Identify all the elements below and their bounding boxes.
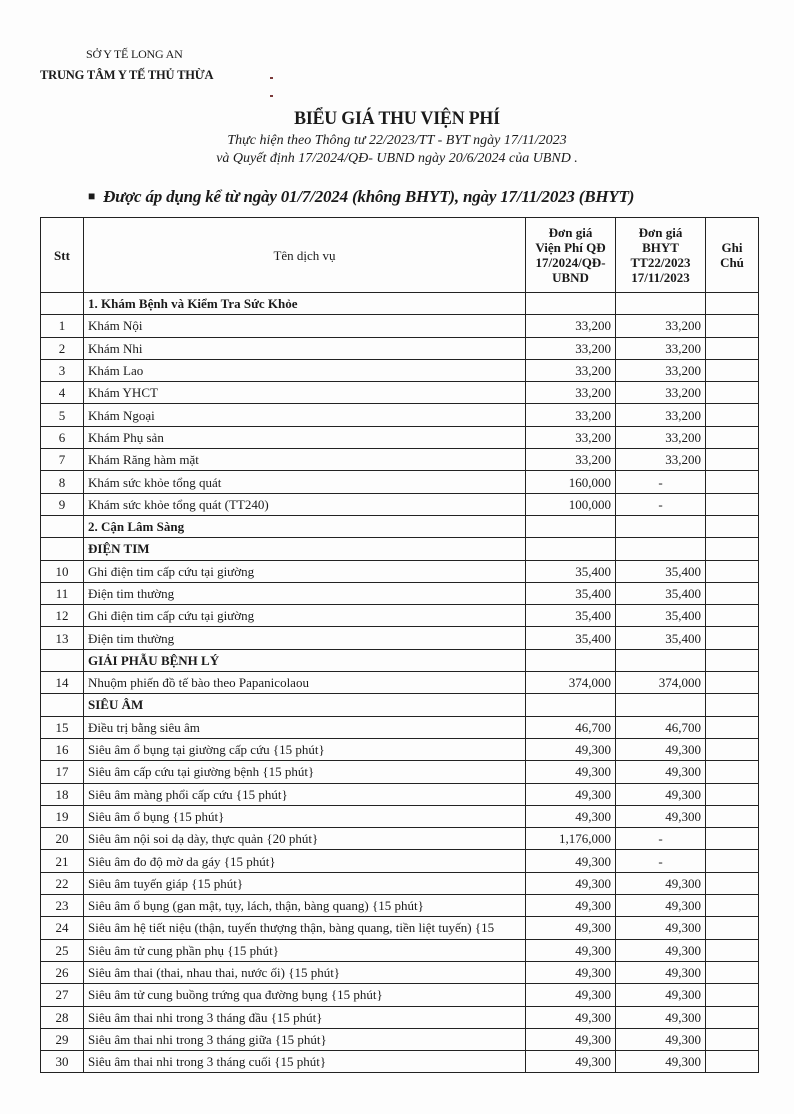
- row-price-fee: [526, 293, 616, 315]
- table-row: [41, 1028, 759, 1050]
- row-note: [706, 850, 759, 872]
- row-price-bhyt: 49,300: [616, 738, 706, 760]
- row-stt: 4: [41, 382, 84, 404]
- row-service-name: Khám sức khỏe tổng quát: [84, 471, 526, 493]
- row-service-name: Siêu âm tử cung phần phụ {15 phút}: [84, 939, 526, 961]
- row-service-name: 2. Cận Lâm Sàng: [84, 515, 526, 537]
- organization-name: TRUNG TÂM Y TẾ THỦ THỪA: [40, 68, 214, 82]
- row-stt: 12: [41, 605, 84, 627]
- col-header-note: [706, 218, 759, 293]
- row-price-bhyt: 35,400: [616, 582, 706, 604]
- row-price-fee: 160,000: [526, 471, 616, 493]
- row-note: [706, 493, 759, 515]
- table-row: [41, 605, 759, 627]
- apply-note-text: Được áp dụng kể từ ngày 01/7/2024 (không BHYT), ngày 17/11/2023 (BHYT): [103, 187, 635, 206]
- row-note: [706, 694, 759, 716]
- row-service-name: Siêu âm cấp cứu tại giường bệnh {15 phút}: [84, 761, 526, 783]
- table-row: [41, 1051, 759, 1073]
- row-stt: 1: [41, 315, 84, 337]
- row-stt: 22: [41, 872, 84, 894]
- row-stt: [41, 649, 84, 671]
- row-price-bhyt: 49,300: [616, 984, 706, 1006]
- row-stt: 30: [41, 1051, 84, 1073]
- row-price-fee: 100,000: [526, 493, 616, 515]
- row-stt: 16: [41, 738, 84, 760]
- row-stt: 17: [41, 761, 84, 783]
- row-note: [706, 672, 759, 694]
- table-row: [41, 961, 759, 983]
- row-stt: 20: [41, 828, 84, 850]
- table-row: [41, 872, 759, 894]
- col-header-price-fee: [526, 218, 616, 293]
- table-row: [41, 471, 759, 493]
- fee-table: [40, 217, 759, 1073]
- row-price-fee: 33,200: [526, 426, 616, 448]
- row-note: [706, 426, 759, 448]
- row-stt: 25: [41, 939, 84, 961]
- table-row: [41, 761, 759, 783]
- row-service-name: Siêu âm thai (thai, nhau thai, nước ối) {15 phút}: [84, 961, 526, 983]
- row-service-name: Điện tim thường: [84, 627, 526, 649]
- row-price-bhyt: 49,300: [616, 1006, 706, 1028]
- department-name: SỞ Y TẾ LONG AN: [86, 47, 183, 61]
- row-price-fee: 35,400: [526, 560, 616, 582]
- table-row: [41, 917, 759, 939]
- row-price-bhyt: -: [616, 493, 706, 515]
- row-note: [706, 1051, 759, 1073]
- row-stt: 5: [41, 404, 84, 426]
- row-service-name: ĐIỆN TIM: [84, 538, 526, 560]
- col-header-price-bhyt-line: Đơn giá: [638, 225, 683, 240]
- table-row: [41, 828, 759, 850]
- row-note: [706, 449, 759, 471]
- subheading-row: [41, 649, 759, 671]
- row-price-fee: 49,300: [526, 738, 616, 760]
- table-header-row: [41, 218, 759, 293]
- table-row: [41, 984, 759, 1006]
- row-price-fee: 49,300: [526, 1028, 616, 1050]
- row-stt: [41, 694, 84, 716]
- row-stt: 18: [41, 783, 84, 805]
- row-note: [706, 293, 759, 315]
- table-row: [41, 315, 759, 337]
- row-note: [706, 738, 759, 760]
- row-stt: 14: [41, 672, 84, 694]
- row-price-bhyt: 49,300: [616, 961, 706, 983]
- row-service-name: Siêu âm ổ bụng tại giường cấp cứu {15 phút}: [84, 738, 526, 760]
- row-price-fee: 33,200: [526, 382, 616, 404]
- row-service-name: GIẢI PHẪU BỆNH LÝ: [84, 649, 526, 671]
- row-stt: 2: [41, 337, 84, 359]
- row-price-fee: 35,400: [526, 605, 616, 627]
- row-price-bhyt: 33,200: [616, 359, 706, 381]
- row-stt: 26: [41, 961, 84, 983]
- row-stt: 21: [41, 850, 84, 872]
- row-service-name: Siêu âm nội soi dạ dày, thực quản {20 phút}: [84, 828, 526, 850]
- row-price-bhyt: 374,000: [616, 672, 706, 694]
- row-price-bhyt: -: [616, 850, 706, 872]
- row-stt: [41, 293, 84, 315]
- table-row: [41, 359, 759, 381]
- row-price-fee: 49,300: [526, 917, 616, 939]
- row-price-fee: 35,400: [526, 582, 616, 604]
- row-note: [706, 605, 759, 627]
- row-service-name: Siêu âm màng phổi cấp cứu {15 phút}: [84, 783, 526, 805]
- row-stt: 27: [41, 984, 84, 1006]
- table-row: [41, 560, 759, 582]
- row-price-bhyt: -: [616, 828, 706, 850]
- row-service-name: 1. Khám Bệnh và Kiểm Tra Sức Khỏe: [84, 293, 526, 315]
- row-price-bhyt: 35,400: [616, 560, 706, 582]
- row-note: [706, 382, 759, 404]
- row-service-name: Khám Răng hàm mặt: [84, 449, 526, 471]
- row-note: [706, 560, 759, 582]
- row-note: [706, 783, 759, 805]
- row-stt: 23: [41, 895, 84, 917]
- document-title: BIỂU GIÁ THU VIỆN PHÍ: [294, 108, 500, 129]
- row-note: [706, 917, 759, 939]
- row-service-name: Nhuộm phiến đồ tế bào theo Papanicolaou: [84, 672, 526, 694]
- row-note: [706, 471, 759, 493]
- row-service-name: Siêu âm thai nhi trong 3 tháng cuối {15 phút}: [84, 1051, 526, 1073]
- col-header-price-bhyt: [616, 218, 706, 293]
- row-price-fee: 35,400: [526, 627, 616, 649]
- row-price-fee: 49,300: [526, 783, 616, 805]
- row-price-bhyt: 46,700: [616, 716, 706, 738]
- row-price-fee: 49,300: [526, 850, 616, 872]
- row-service-name: Siêu âm thai nhi trong 3 tháng đầu {15 phút}: [84, 1006, 526, 1028]
- table-row: [41, 582, 759, 604]
- row-price-fee: 33,200: [526, 315, 616, 337]
- col-header-note-line: Ghi: [721, 240, 743, 255]
- row-stt: 10: [41, 560, 84, 582]
- row-price-bhyt: [616, 515, 706, 537]
- row-price-bhyt: 33,200: [616, 382, 706, 404]
- table-row: [41, 783, 759, 805]
- row-stt: 24: [41, 917, 84, 939]
- table-row: [41, 382, 759, 404]
- table-row: [41, 895, 759, 917]
- row-service-name: Siêu âm tuyến giáp {15 phút}: [84, 872, 526, 894]
- row-price-fee: 33,200: [526, 404, 616, 426]
- row-service-name: Khám YHCT: [84, 382, 526, 404]
- row-price-fee: 33,200: [526, 359, 616, 381]
- row-price-fee: 49,300: [526, 1051, 616, 1073]
- row-price-fee: 1,176,000: [526, 828, 616, 850]
- table-row: [41, 493, 759, 515]
- row-price-bhyt: 33,200: [616, 426, 706, 448]
- row-service-name: SIÊU ÂM: [84, 694, 526, 716]
- row-price-bhyt: [616, 694, 706, 716]
- col-header-price-fee-line: 17/2024/QĐ-: [535, 255, 606, 270]
- row-service-name: Khám Ngoại: [84, 404, 526, 426]
- table-row: [41, 672, 759, 694]
- row-note: [706, 828, 759, 850]
- row-service-name: Khám Lao: [84, 359, 526, 381]
- col-header-price-fee-line: Viện Phí QĐ: [535, 240, 606, 255]
- row-stt: 15: [41, 716, 84, 738]
- row-price-bhyt: 49,300: [616, 872, 706, 894]
- table-row: [41, 805, 759, 827]
- row-service-name: Ghi điện tim cấp cứu tại giường: [84, 605, 526, 627]
- row-note: [706, 716, 759, 738]
- row-stt: [41, 515, 84, 537]
- col-header-price-fee-line: Đơn giá: [548, 225, 593, 240]
- row-price-bhyt: 49,300: [616, 805, 706, 827]
- row-note: [706, 895, 759, 917]
- row-price-bhyt: 49,300: [616, 1051, 706, 1073]
- row-stt: 9: [41, 493, 84, 515]
- row-stt: 13: [41, 627, 84, 649]
- document-subtitle-2: và Quyết định 17/2024/QĐ- UBND ngày 20/6/2024 của UBND .: [216, 151, 578, 166]
- col-header-service: Tên dịch vụ: [84, 218, 526, 293]
- row-stt: 6: [41, 426, 84, 448]
- row-price-fee: 33,200: [526, 337, 616, 359]
- row-service-name: Siêu âm hệ tiết niệu (thận, tuyến thượng thận, bàng quang, tiền liệt tuyến) {15: [84, 917, 526, 939]
- row-service-name: Siêu âm đo độ mờ da gáy {15 phút}: [84, 850, 526, 872]
- row-note: [706, 1006, 759, 1028]
- table-row: [41, 426, 759, 448]
- fee-table-body: [41, 293, 759, 1073]
- table-row: [41, 337, 759, 359]
- row-price-bhyt: 49,300: [616, 939, 706, 961]
- row-note: [706, 404, 759, 426]
- section-row: [41, 293, 759, 315]
- row-stt: [41, 538, 84, 560]
- subheading-row: [41, 538, 759, 560]
- row-stt: 8: [41, 471, 84, 493]
- row-price-fee: 49,300: [526, 872, 616, 894]
- row-price-bhyt: 33,200: [616, 449, 706, 471]
- col-header-stt: Stt: [41, 218, 84, 293]
- row-price-fee: 49,300: [526, 961, 616, 983]
- row-stt: 7: [41, 449, 84, 471]
- row-service-name: Khám Nội: [84, 315, 526, 337]
- table-row: [41, 404, 759, 426]
- square-bullet-icon: ■: [88, 189, 96, 203]
- col-header-price-bhyt-line: TT22/2023: [630, 255, 691, 270]
- row-note: [706, 939, 759, 961]
- row-note: [706, 337, 759, 359]
- row-price-bhyt: 35,400: [616, 605, 706, 627]
- row-service-name: Ghi điện tim cấp cứu tại giường: [84, 560, 526, 582]
- row-service-name: Siêu âm tử cung buồng trứng qua đường bụng {15 phút}: [84, 984, 526, 1006]
- row-price-fee: [526, 649, 616, 671]
- row-stt: 29: [41, 1028, 84, 1050]
- row-note: [706, 805, 759, 827]
- ink-mark: [270, 66, 282, 69]
- col-header-price-bhyt-line: BHYT: [642, 240, 679, 255]
- row-note: [706, 961, 759, 983]
- row-service-name: Khám Nhi: [84, 337, 526, 359]
- section-row: [41, 515, 759, 537]
- row-price-fee: 49,300: [526, 1006, 616, 1028]
- row-price-fee: 49,300: [526, 895, 616, 917]
- row-price-fee: 49,300: [526, 761, 616, 783]
- row-price-fee: 49,300: [526, 939, 616, 961]
- row-service-name: Khám sức khỏe tổng quát (TT240): [84, 493, 526, 515]
- row-price-fee: [526, 515, 616, 537]
- col-header-price-fee-line: UBND: [552, 270, 589, 285]
- col-header-price-bhyt-line: 17/11/2023: [631, 270, 690, 285]
- row-stt: 19: [41, 805, 84, 827]
- row-service-name: Siêu âm thai nhi trong 3 tháng giữa {15 phút}: [84, 1028, 526, 1050]
- table-row: [41, 939, 759, 961]
- row-price-fee: 374,000: [526, 672, 616, 694]
- row-price-fee: [526, 694, 616, 716]
- row-stt: 28: [41, 1006, 84, 1028]
- col-header-note-line: Chú: [720, 255, 744, 270]
- row-service-name: Điện tim thường: [84, 582, 526, 604]
- row-service-name: Siêu âm ổ bụng {15 phút}: [84, 805, 526, 827]
- row-price-bhyt: 49,300: [616, 895, 706, 917]
- row-price-bhyt: -: [616, 471, 706, 493]
- row-price-fee: 46,700: [526, 716, 616, 738]
- row-note: [706, 1028, 759, 1050]
- table-row: [41, 627, 759, 649]
- table-row: [41, 850, 759, 872]
- row-price-fee: 49,300: [526, 805, 616, 827]
- row-price-bhyt: 49,300: [616, 783, 706, 805]
- row-price-bhyt: 33,200: [616, 404, 706, 426]
- row-price-bhyt: 35,400: [616, 627, 706, 649]
- apply-note: [88, 187, 634, 207]
- row-price-bhyt: 33,200: [616, 315, 706, 337]
- row-service-name: Siêu âm ổ bụng (gan mật, tụy, lách, thận, bàng quang) {15 phút}: [84, 895, 526, 917]
- row-stt: 3: [41, 359, 84, 381]
- row-price-bhyt: 33,200: [616, 337, 706, 359]
- row-service-name: Điều trị bằng siêu âm: [84, 716, 526, 738]
- row-price-bhyt: [616, 649, 706, 671]
- row-note: [706, 538, 759, 560]
- row-price-bhyt: 49,300: [616, 761, 706, 783]
- row-service-name: Khám Phụ sản: [84, 426, 526, 448]
- row-note: [706, 315, 759, 337]
- row-note: [706, 761, 759, 783]
- subheading-row: [41, 694, 759, 716]
- row-note: [706, 649, 759, 671]
- row-note: [706, 359, 759, 381]
- row-stt: 11: [41, 582, 84, 604]
- table-row: [41, 1006, 759, 1028]
- document-subtitle-1: Thực hiện theo Thông tư 22/2023/TT - BYT ngày 17/11/2023: [227, 133, 567, 148]
- table-row: [41, 738, 759, 760]
- row-note: [706, 515, 759, 537]
- row-price-bhyt: 49,300: [616, 917, 706, 939]
- table-row: [41, 449, 759, 471]
- row-note: [706, 627, 759, 649]
- row-note: [706, 582, 759, 604]
- row-note: [706, 984, 759, 1006]
- row-price-fee: 49,300: [526, 984, 616, 1006]
- row-price-bhyt: 49,300: [616, 1028, 706, 1050]
- row-price-bhyt: [616, 293, 706, 315]
- row-price-fee: 33,200: [526, 449, 616, 471]
- row-note: [706, 872, 759, 894]
- row-price-bhyt: [616, 538, 706, 560]
- table-row: [41, 716, 759, 738]
- row-price-fee: [526, 538, 616, 560]
